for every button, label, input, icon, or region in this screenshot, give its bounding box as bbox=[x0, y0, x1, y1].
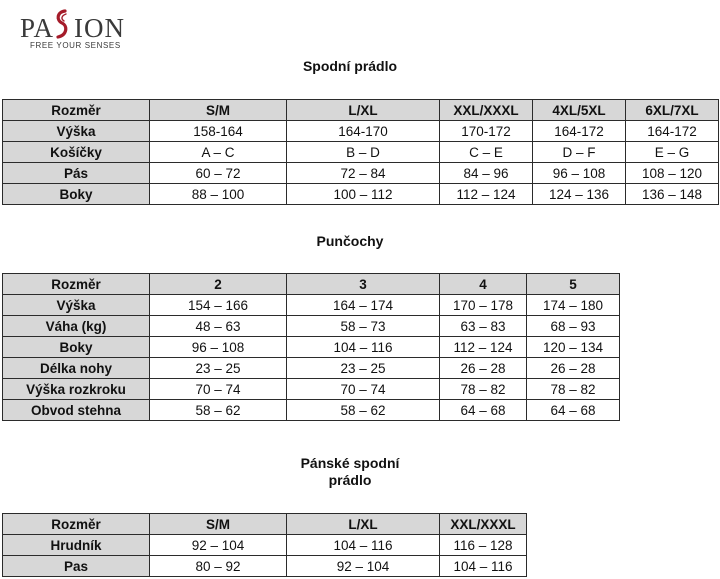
brand-s-swirl-icon bbox=[52, 8, 72, 40]
table-cell: 84 – 96 bbox=[440, 163, 533, 184]
table-cell: 70 – 74 bbox=[150, 379, 287, 400]
column-header: 5 bbox=[527, 274, 620, 295]
table-row bbox=[3, 142, 719, 163]
table-row bbox=[3, 121, 719, 142]
table-cell: 58 – 62 bbox=[287, 400, 440, 421]
column-header: 6XL/7XL bbox=[626, 100, 719, 121]
table-cell: 170-172 bbox=[440, 121, 533, 142]
table-cell: 104 – 116 bbox=[287, 535, 440, 556]
size-table-underwear bbox=[2, 99, 719, 205]
table-cell: 164-172 bbox=[533, 121, 626, 142]
table-row bbox=[3, 556, 527, 577]
table-cell: 72 – 84 bbox=[287, 163, 440, 184]
table-cell: 136 – 148 bbox=[626, 184, 719, 205]
row-header: Výška bbox=[3, 295, 150, 316]
table-cell: C – E bbox=[440, 142, 533, 163]
table-row bbox=[3, 184, 719, 205]
table-row bbox=[3, 337, 620, 358]
section-title-stockings: Punčochy bbox=[316, 233, 384, 249]
table-cell: 92 – 104 bbox=[287, 556, 440, 577]
table-cell: 104 – 116 bbox=[287, 337, 440, 358]
table-row bbox=[3, 295, 620, 316]
brand-name-left: PA bbox=[20, 13, 55, 43]
size-table-mens-underwear bbox=[2, 513, 527, 577]
table-cell: 120 – 134 bbox=[527, 337, 620, 358]
column-header: XXL/XXXL bbox=[440, 100, 533, 121]
table-cell: 158-164 bbox=[150, 121, 287, 142]
table-row bbox=[3, 358, 620, 379]
column-header: 4 bbox=[440, 274, 527, 295]
table-cell: 68 – 93 bbox=[527, 316, 620, 337]
size-table-stockings bbox=[2, 273, 620, 421]
row-header: Boky bbox=[3, 337, 150, 358]
table-cell: 170 – 178 bbox=[440, 295, 527, 316]
table-cell: 96 – 108 bbox=[533, 163, 626, 184]
brand-logo bbox=[18, 8, 130, 54]
table-cell: D – F bbox=[533, 142, 626, 163]
table-cell: 108 – 120 bbox=[626, 163, 719, 184]
table-header-row bbox=[3, 274, 620, 295]
table-row bbox=[3, 379, 620, 400]
table-cell: A – C bbox=[150, 142, 287, 163]
table-cell: 112 – 124 bbox=[440, 337, 527, 358]
table-cell: 60 – 72 bbox=[150, 163, 287, 184]
table-cell: E – G bbox=[626, 142, 719, 163]
row-header: Výška bbox=[3, 121, 150, 142]
row-header: Pás bbox=[3, 163, 150, 184]
section-title-underwear: Spodní prádlo bbox=[302, 58, 398, 74]
table-row bbox=[3, 400, 620, 421]
table-cell: 64 – 68 bbox=[440, 400, 527, 421]
section-title-mens-underwear: Pánské spodní prádlo bbox=[300, 455, 400, 488]
table-cell: 64 – 68 bbox=[527, 400, 620, 421]
column-header: 3 bbox=[287, 274, 440, 295]
table-header-row bbox=[3, 100, 719, 121]
table-row bbox=[3, 535, 527, 556]
row-header: Obvod stehna bbox=[3, 400, 150, 421]
table-cell: 174 – 180 bbox=[527, 295, 620, 316]
row-header: Košíčky bbox=[3, 142, 150, 163]
row-header: Hrudník bbox=[3, 535, 150, 556]
table-cell: 164-172 bbox=[626, 121, 719, 142]
column-header: S/M bbox=[150, 100, 287, 121]
table-cell: 63 – 83 bbox=[440, 316, 527, 337]
table-cell: 80 – 92 bbox=[150, 556, 287, 577]
table-cell: 112 – 124 bbox=[440, 184, 533, 205]
row-header: Pas bbox=[3, 556, 150, 577]
column-header: 2 bbox=[150, 274, 287, 295]
table-cell: 164 – 174 bbox=[287, 295, 440, 316]
table-cell: 124 – 136 bbox=[533, 184, 626, 205]
table-cell: 48 – 63 bbox=[150, 316, 287, 337]
column-header: L/XL bbox=[287, 100, 440, 121]
row-header: Váha (kg) bbox=[3, 316, 150, 337]
table-cell: 116 – 128 bbox=[440, 535, 527, 556]
row-header: Výška rozkroku bbox=[3, 379, 150, 400]
table-cell: 26 – 28 bbox=[440, 358, 527, 379]
table-cell: 78 – 82 bbox=[527, 379, 620, 400]
table-cell: 100 – 112 bbox=[287, 184, 440, 205]
table-cell: 88 – 100 bbox=[150, 184, 287, 205]
table-cell: 78 – 82 bbox=[440, 379, 527, 400]
column-header: S/M bbox=[150, 514, 287, 535]
table-header-row bbox=[3, 514, 527, 535]
table-cell: 23 – 25 bbox=[150, 358, 287, 379]
column-header: 4XL/5XL bbox=[533, 100, 626, 121]
row-header: Délka nohy bbox=[3, 358, 150, 379]
table-cell: 70 – 74 bbox=[287, 379, 440, 400]
table-cell: B – D bbox=[287, 142, 440, 163]
table-row bbox=[3, 316, 620, 337]
table-cell: 104 – 116 bbox=[440, 556, 527, 577]
row-header: Boky bbox=[3, 184, 150, 205]
brand-tagline: FREE YOUR SENSES bbox=[30, 41, 121, 50]
column-header: L/XL bbox=[287, 514, 440, 535]
table-row bbox=[3, 163, 719, 184]
table-cell: 58 – 73 bbox=[287, 316, 440, 337]
column-header: Rozměr bbox=[3, 514, 150, 535]
table-cell: 164-170 bbox=[287, 121, 440, 142]
column-header: Rozměr bbox=[3, 274, 150, 295]
table-cell: 92 – 104 bbox=[150, 535, 287, 556]
table-cell: 23 – 25 bbox=[287, 358, 440, 379]
column-header: XXL/XXXL bbox=[440, 514, 527, 535]
column-header: Rozměr bbox=[3, 100, 150, 121]
table-cell: 26 – 28 bbox=[527, 358, 620, 379]
table-cell: 96 – 108 bbox=[150, 337, 287, 358]
table-cell: 154 – 166 bbox=[150, 295, 287, 316]
table-cell: 58 – 62 bbox=[150, 400, 287, 421]
brand-name bbox=[20, 14, 125, 42]
brand-name-right: ION bbox=[74, 13, 126, 43]
